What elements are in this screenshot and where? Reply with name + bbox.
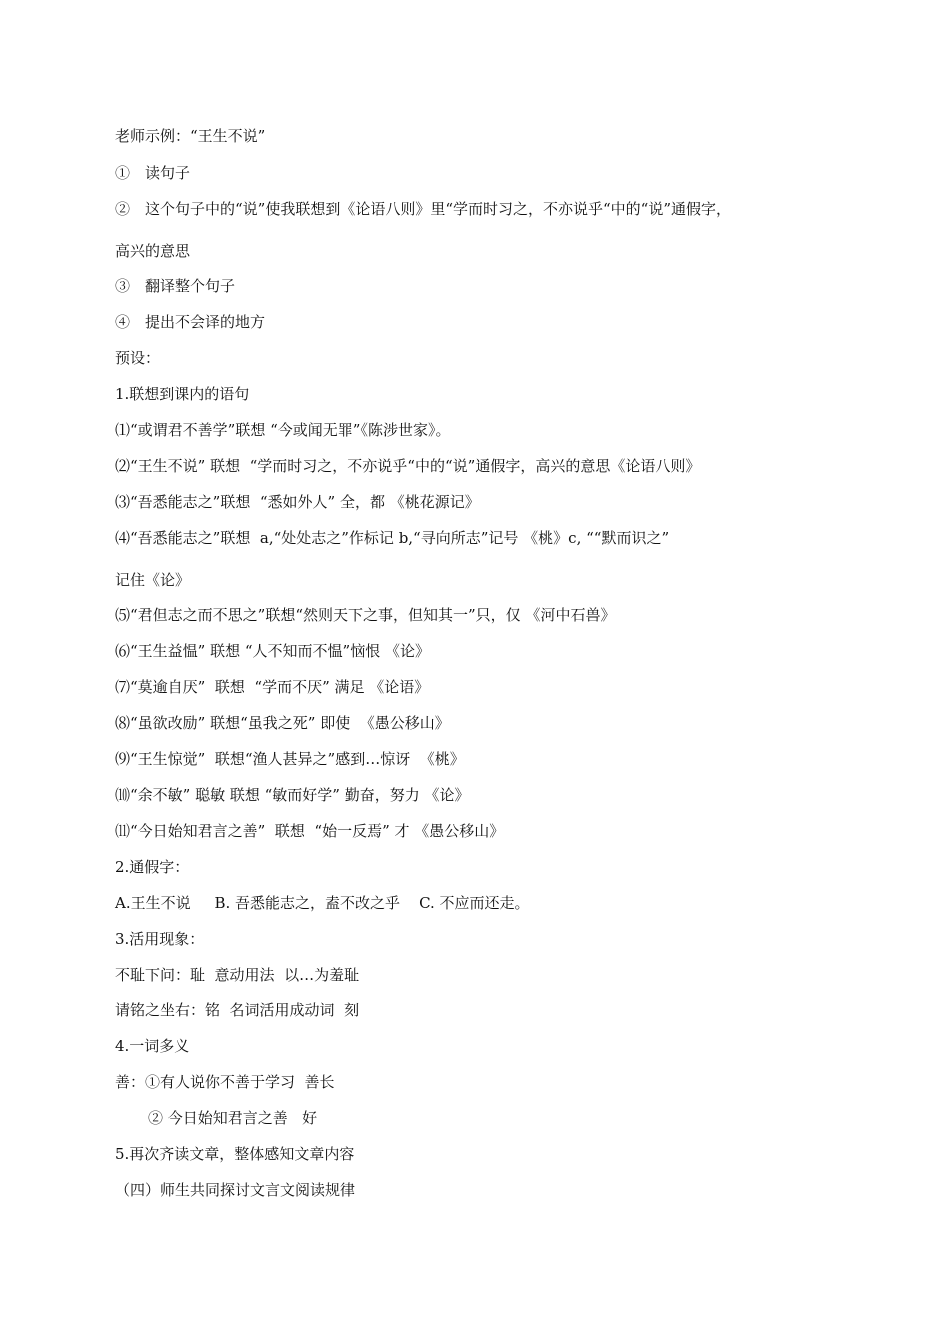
text-line: 2.通假字： (115, 858, 190, 876)
text-line: ④ 提出不会译的地方 (115, 313, 266, 331)
text-line: ③ 翻译整个句子 (115, 277, 236, 295)
text-line: ⑼“王生惊觉” 联想“渔人甚异之”感到…惊讶 《桃》 (115, 750, 465, 768)
text-line: 善：①有人说你不善于学习 善长 (115, 1073, 335, 1091)
text-line: 记住《论》 (115, 571, 191, 589)
text-line: ⑷“吾悉能志之”联想 a,“处处志之”作标记 b,“寻向所志”记号 《桃》c, ““默而识之” (115, 529, 670, 547)
text-line: ⑵“王生不说” 联想 “学而时习之，不亦说乎“中的“说”通假字，高兴的意思《论语八则》 (115, 457, 701, 475)
text-line: 高兴的意思 (115, 242, 191, 260)
text-line: ⑹“王生益愠” 联想 “人不知而不愠”恼恨 《论》 (115, 642, 430, 660)
text-line: 1.联想到课内的语句 (115, 385, 250, 403)
text-line: 不耻下问：耻 意动用法 以…为羞耻 (115, 966, 360, 984)
text-line: ⑸“君但志之而不思之”联想“然则天下之事，但知其一”只，仅 《河中石兽》 (115, 606, 616, 624)
text-line: 5.再次齐读文章，整体感知文章内容 (115, 1145, 355, 1163)
text-line: 4.一词多义 (115, 1037, 190, 1055)
text-line: ⑾“今日始知君言之善” 联想 “始一反焉” 才 《愚公移山》 (115, 822, 505, 840)
text-line: ⑴“或谓君不善学”联想 “今或闻无罪”《陈涉世家》。 (115, 421, 451, 439)
text-line: 3.活用现象： (115, 930, 205, 948)
text-line: 预设： (115, 349, 161, 367)
text-line: 老师示例：“王生不说” (115, 127, 266, 145)
text-line: ⑶“吾悉能志之”联想 “悉如外人” 全，都 《桃花源记》 (115, 493, 480, 511)
text-line: （四）师生共同探讨文言文阅读规律 (115, 1181, 356, 1199)
text-line: ② 这个句子中的“说”使我联想到《论语八则》里“学而时习之，不亦说乎“中的“说”通假字， (115, 200, 732, 218)
text-line: ⑻“虽欲改励” 联想“虽我之死” 即使 《愚公移山》 (115, 714, 450, 732)
text-line: ① 读句子 (115, 164, 191, 182)
text-line: ② 今日始知君言之善 好 (148, 1109, 318, 1127)
text-line: ⑽“余不敏” 聪敏 联想 “敏而好学” 勤奋，努力 《论》 (115, 786, 470, 804)
text-line: A.王生不说 B. 吾悉能志之，盍不改之乎 C. 不应而还走。 (115, 894, 530, 912)
text-line: 请铭之坐右：铭 名词活用成动词 刻 (115, 1001, 360, 1019)
text-line: ⑺“莫逾自厌” 联想 “学而不厌” 满足 《论语》 (115, 678, 430, 696)
